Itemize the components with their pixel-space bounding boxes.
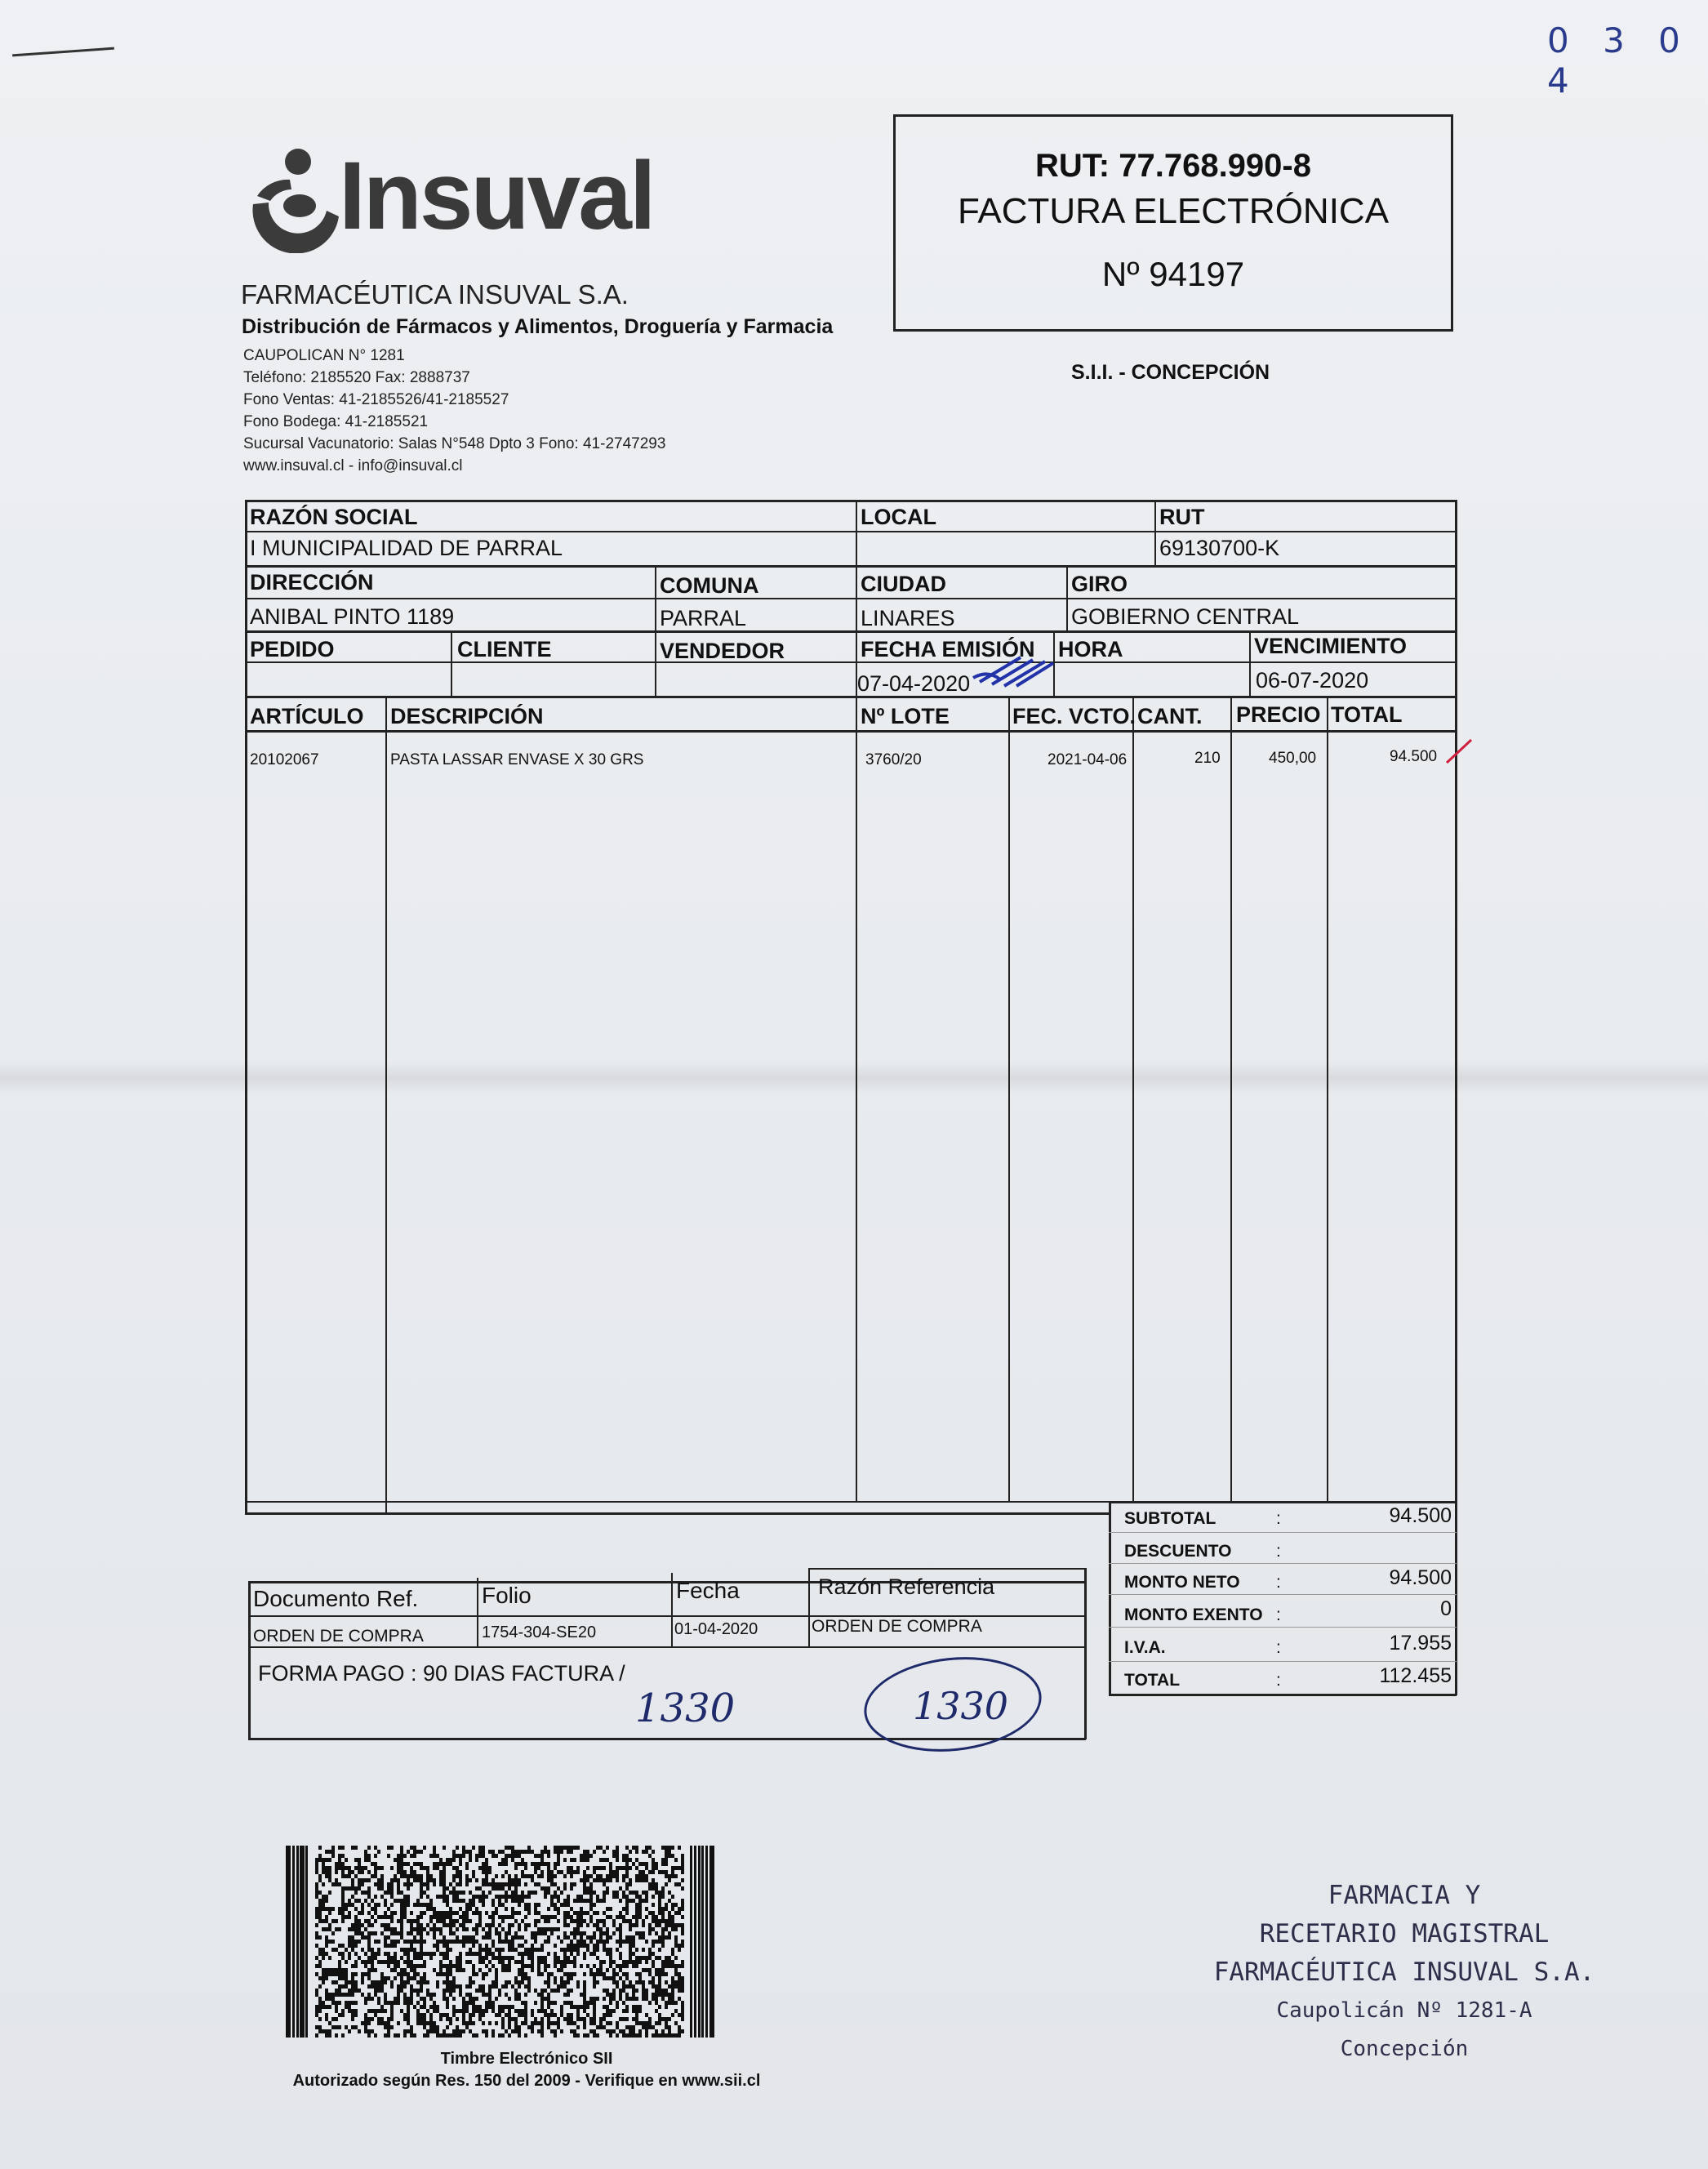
paper-fold — [0, 1062, 1708, 1094]
handwritten-code: 1330 — [635, 1686, 736, 1731]
descuento-sep: : — [1276, 1542, 1281, 1561]
monto-neto-value: 94.500 — [1389, 1566, 1452, 1589]
brand-name: Insuval — [339, 142, 654, 250]
company-tagline: Distribución de Fármacos y Alimentos, Droguería y Farmacia — [242, 315, 834, 338]
stamp-line-4: Caupolicán Nº 1281-A Concepción — [1276, 1998, 1532, 2061]
company-contact — [243, 345, 665, 477]
stamp-line-2: RECETARIO MAGISTRAL — [1259, 1919, 1550, 1949]
monto-neto-sep: : — [1276, 1573, 1281, 1592]
document-id-box — [893, 114, 1453, 332]
contact-line: Fono Bodega: 41-2185521 — [243, 413, 429, 430]
cell-total: 94.500 — [1390, 748, 1438, 765]
monto-exento-sep: : — [1276, 1606, 1281, 1624]
logo-figure-icon — [241, 139, 347, 253]
sii-office: S.I.I. - CONCEPCIÓN — [1071, 361, 1270, 384]
subtotal-sep: : — [1276, 1509, 1281, 1528]
header-precio: PRECIO — [1236, 702, 1321, 727]
contact-line: Teléfono: 2185520 Fax: 2888737 — [243, 369, 470, 386]
subtotal-label: SUBTOTAL — [1124, 1509, 1217, 1528]
razon-social-value: I MUNICIPALIDAD DE PARRAL — [250, 536, 563, 560]
label-fecha-emision: FECHA EMISIÓN — [861, 637, 1035, 661]
contact-line: www.insuval.cl - info@insuval.cl — [243, 457, 463, 474]
giro-value: GOBIERNO CENTRAL — [1071, 604, 1300, 629]
label-cliente: CLIENTE — [457, 637, 552, 661]
insuval-logo — [241, 139, 654, 253]
label-ciudad: CIUDAD — [861, 572, 946, 596]
monto-exento-label: MONTO EXENTO — [1124, 1606, 1263, 1624]
label-comuna: COMUNA — [660, 573, 759, 598]
ref-documento-value: ORDEN DE COMPRA — [253, 1627, 424, 1646]
stamp-line-1: FARMACIA Y — [1328, 1881, 1481, 1910]
label-direccion: DIRECCIÓN — [250, 570, 374, 595]
header-total: TOTAL — [1331, 702, 1403, 727]
total-label: TOTAL — [1124, 1671, 1181, 1690]
iva-value: 17.955 — [1389, 1632, 1452, 1655]
timbre-caption — [245, 2048, 808, 2092]
stamp-line-3: FARMACÉUTICA INSUVAL S.A. — [1213, 1957, 1595, 1987]
label-rut: RUT — [1159, 505, 1205, 529]
comuna-value: PARRAL — [660, 606, 747, 630]
cell-lote: 3760/20 — [865, 751, 922, 768]
header-vcto: FEC. VCTO. — [1012, 704, 1136, 728]
label-giro: GIRO — [1071, 572, 1128, 596]
header-cant: CANT. — [1137, 704, 1203, 728]
subtotal-value: 94.500 — [1389, 1504, 1452, 1527]
ciudad-value: LINARES — [861, 606, 955, 630]
timbre-line-1: Timbre Electrónico SII — [440, 2050, 613, 2068]
label-local: LOCAL — [861, 505, 936, 529]
total-value: 112.455 — [1379, 1664, 1452, 1687]
total-sep: : — [1276, 1671, 1281, 1690]
contact-line: Sucursal Vacunatorio: Salas N°548 Dpto 3 Fono: 41-2747293 — [243, 435, 666, 452]
company-name: FARMACÉUTICA INSUVAL S.A. — [241, 279, 629, 310]
label-vencimiento: VENCIMIENTO — [1254, 634, 1408, 658]
ref-fecha-value: 01-04-2020 — [674, 1620, 758, 1638]
fecha-emision-value: 07-04-2020 — [857, 671, 971, 696]
cell-vcto: 2021-04-06 — [1047, 751, 1128, 768]
ref-header-documento: Documento Ref. — [253, 1586, 419, 1611]
ref-razon-value: ORDEN DE COMPRA — [812, 1617, 982, 1636]
invoice-number: Nº 94197 — [1101, 255, 1245, 293]
descuento-label: DESCUENTO — [1124, 1542, 1232, 1561]
label-hora: HORA — [1058, 637, 1123, 661]
pdf417-barcode — [286, 1846, 714, 2038]
document-type: FACTURA ELECTRÓNICA — [957, 191, 1390, 231]
cell-descripcion: PASTA LASSAR ENVASE X 30 GRS — [390, 751, 644, 768]
vencimiento-value: 06-07-2020 — [1256, 668, 1369, 693]
handwritten-code-circled: 1330 — [913, 1684, 1009, 1728]
cell-cant: 210 — [1194, 750, 1221, 767]
header-articulo: ARTÍCULO — [250, 704, 364, 728]
pen-scribble-icon — [972, 645, 1061, 694]
ref-header-razon: Razón Referencia — [818, 1574, 995, 1599]
label-vendedor: VENDEDOR — [660, 639, 785, 663]
ref-header-folio: Folio — [482, 1583, 532, 1608]
contact-line: Fono Ventas: 41-2185526/41-2185527 — [243, 391, 509, 408]
monto-exento-value: 0 — [1440, 1597, 1452, 1620]
header-lote: Nº LOTE — [861, 704, 950, 728]
iva-label: I.V.A. — [1124, 1638, 1166, 1657]
label-pedido: PEDIDO — [250, 637, 335, 661]
contact-line: CAUPOLICAN N° 1281 — [243, 347, 405, 364]
issuer-rut: RUT: 77.768.990-8 — [1035, 148, 1311, 184]
check-mark-icon — [1443, 735, 1476, 768]
cell-articulo: 20102067 — [250, 751, 319, 768]
pen-mark — [12, 47, 114, 57]
header-descripcion: DESCRIPCIÓN — [390, 704, 544, 728]
label-razon-social: RAZÓN SOCIAL — [250, 505, 418, 529]
forma-pago: FORMA PAGO : 90 DIAS FACTURA / — [258, 1661, 625, 1686]
pharmacy-stamp — [1208, 1877, 1600, 2069]
monto-neto-label: MONTO NETO — [1124, 1573, 1240, 1592]
direccion-value: ANIBAL PINTO 1189 — [250, 604, 455, 629]
ref-folio-value: 1754-304-SE20 — [482, 1623, 597, 1641]
handwritten-number: 0 3 0 4 — [1547, 20, 1692, 100]
rut-value: 69130700-K — [1159, 536, 1280, 560]
ref-header-fecha: Fecha — [676, 1578, 740, 1603]
timbre-line-2: Autorizado según Res. 150 del 2009 - Verifique en www.sii.cl — [292, 2072, 761, 2090]
cell-precio: 450,00 — [1269, 750, 1317, 767]
iva-sep: : — [1276, 1638, 1281, 1657]
